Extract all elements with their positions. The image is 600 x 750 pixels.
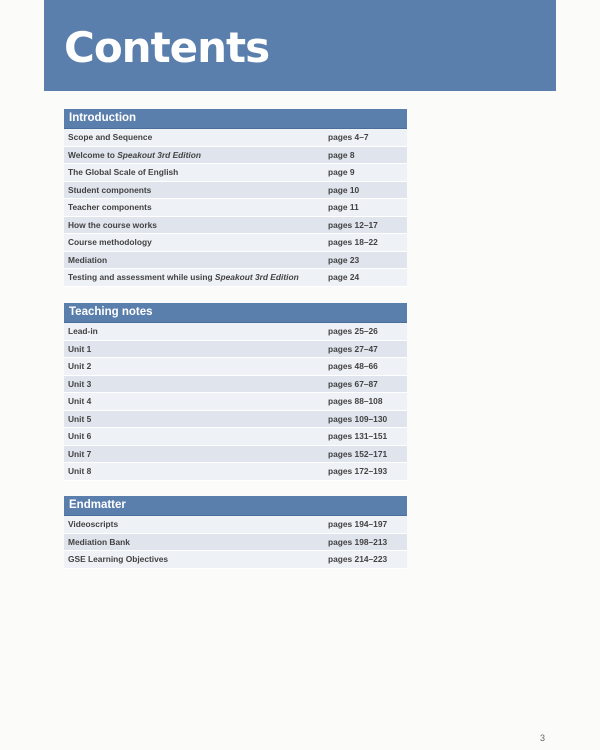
row-title: Mediation	[68, 254, 108, 265]
section-teaching-notes	[64, 303, 407, 481]
row-pages: pages 12–17	[328, 219, 378, 230]
row-title-prefix: Welcome to	[68, 149, 118, 160]
table-row	[64, 252, 407, 270]
row-pages: page 11	[328, 202, 359, 213]
row-title: Lead-in	[68, 326, 98, 337]
table-row	[64, 129, 407, 147]
row-title: Unit 8	[68, 466, 92, 477]
table-row	[64, 341, 407, 359]
row-title: Student components	[68, 184, 152, 195]
row-title: Unit 5	[68, 413, 92, 424]
table-row	[64, 217, 407, 235]
row-pages: pages 27–47	[328, 343, 378, 354]
row-title: Teacher components	[68, 202, 152, 213]
row-pages: page 9	[328, 167, 355, 178]
table-row	[64, 164, 407, 182]
table-row	[64, 376, 407, 394]
row-title-edition: Speakout 3rd Edition	[117, 149, 201, 160]
row-title: How the course works	[68, 219, 157, 230]
page-number: 3	[539, 733, 545, 743]
section-endmatter	[64, 496, 407, 569]
page-title: Contents	[64, 23, 270, 72]
table-row	[64, 358, 407, 376]
row-pages: pages 88–108	[328, 396, 383, 407]
row-title	[64, 272, 322, 282]
table-row	[64, 182, 407, 200]
table-row	[64, 551, 407, 569]
table-row	[64, 234, 407, 252]
table-row	[64, 428, 407, 446]
row-pages: page 23	[328, 254, 360, 265]
table-row	[64, 199, 407, 217]
row-pages: page 8	[328, 149, 355, 160]
row-title: Videoscripts	[68, 519, 119, 530]
row-title: Scope and Sequence	[68, 132, 153, 143]
row-pages: pages 109–130	[328, 413, 388, 424]
row-pages: pages 18–22	[328, 237, 378, 248]
row-title: Unit 4	[68, 396, 92, 407]
row-pages: pages 172–193	[328, 466, 388, 477]
row-pages: pages 214–223	[328, 554, 388, 565]
row-title-edition: Speakout 3rd Edition	[214, 272, 299, 283]
row-pages: pages 194–197	[328, 519, 388, 530]
row-pages: pages 25–26	[328, 326, 378, 337]
row-pages: page 24	[328, 272, 360, 283]
row-title: Unit 7	[68, 448, 92, 459]
row-title: Course methodology	[68, 237, 152, 248]
table-row	[64, 147, 407, 165]
table-row	[64, 269, 407, 287]
row-pages: pages 198–213	[328, 536, 388, 547]
row-pages: pages 4–7	[328, 132, 369, 143]
table-row	[64, 411, 407, 429]
table-row	[64, 463, 407, 481]
row-pages: pages 67–87	[328, 378, 378, 389]
row-pages: pages 48–66	[328, 361, 378, 372]
row-title: Unit 6	[68, 431, 92, 442]
table-row	[64, 446, 407, 464]
section-heading: Introduction	[64, 109, 407, 129]
table-row	[64, 393, 407, 411]
row-title: Unit 3	[68, 378, 92, 389]
section-heading: Endmatter	[64, 496, 407, 516]
row-title: Mediation Bank	[68, 536, 130, 547]
row-pages: pages 131–151	[328, 431, 388, 442]
row-title-prefix: Testing and assessment while using	[68, 272, 215, 283]
row-title: GSE Learning Objectives	[68, 554, 169, 565]
section-heading: Teaching notes	[64, 303, 407, 323]
table-row	[64, 534, 407, 552]
row-title: Unit 2	[68, 361, 92, 372]
row-title: Unit 1	[68, 343, 92, 354]
row-pages: pages 152–171	[328, 448, 388, 459]
row-title: The Global Scale of English	[68, 167, 179, 178]
row-title	[64, 150, 322, 160]
table-row	[64, 516, 407, 534]
section-introduction	[64, 109, 407, 287]
table-row	[64, 323, 407, 341]
row-pages: page 10	[328, 184, 360, 195]
contents-banner	[44, 0, 556, 91]
